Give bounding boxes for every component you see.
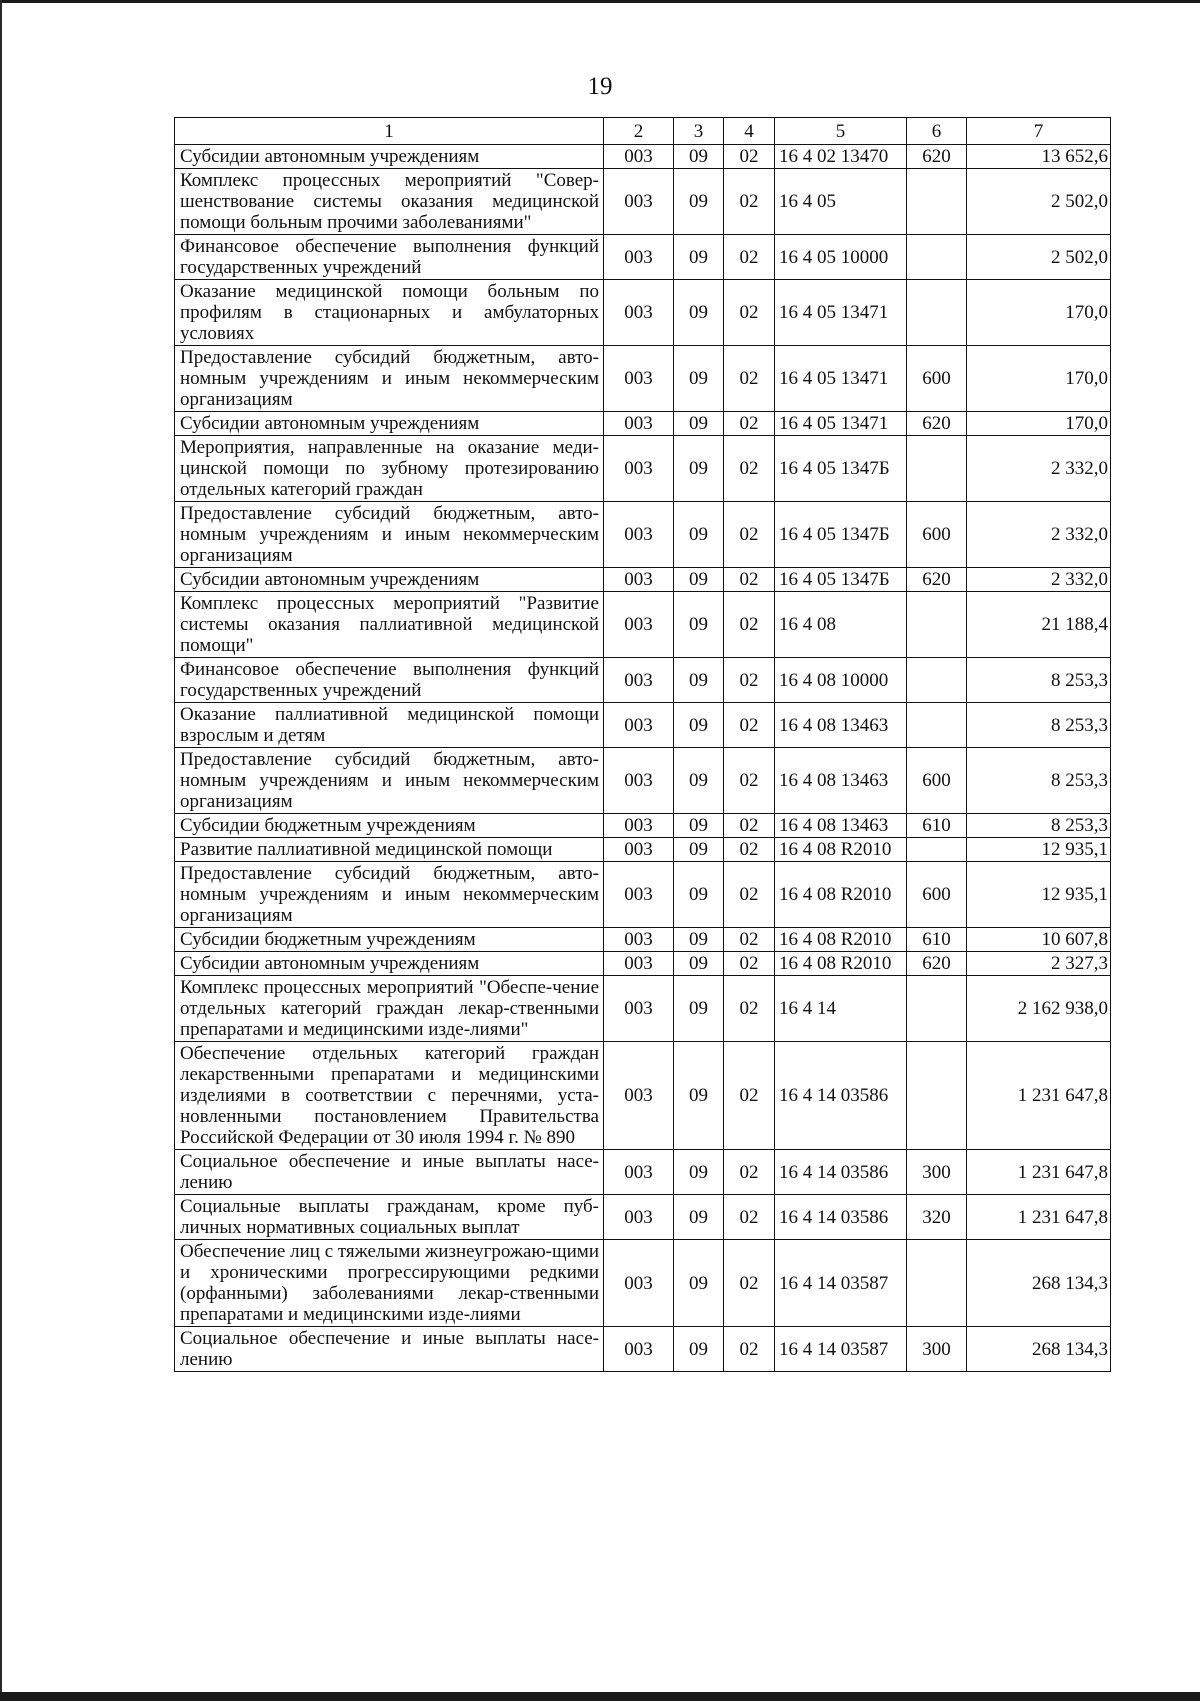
row-expense-type-cell <box>907 703 967 748</box>
row-section-cell: 09 <box>674 814 724 838</box>
row-amount-cell: 1 231 647,8 <box>967 1042 1111 1150</box>
row-amount-cell: 2 332,0 <box>967 502 1111 568</box>
row-admin-code-cell: 003 <box>604 1195 674 1240</box>
table-row <box>175 568 1111 592</box>
table-row <box>175 928 1111 952</box>
row-target-code-cell: 16 4 14 03587 <box>775 1327 907 1372</box>
table-row <box>175 862 1111 928</box>
scan-border-left <box>0 0 2 1701</box>
row-name-cell: Субсидии автономным учреждениям <box>175 145 604 169</box>
row-target-code-cell: 16 4 05 10000 <box>775 235 907 280</box>
row-admin-code-cell: 003 <box>604 436 674 502</box>
budget-table <box>174 117 1111 1372</box>
column-header: 7 <box>967 118 1111 145</box>
row-subsection-cell: 02 <box>724 145 775 169</box>
row-expense-type-cell <box>907 235 967 280</box>
row-expense-type-cell: 610 <box>907 814 967 838</box>
row-target-code-cell: 16 4 08 13463 <box>775 703 907 748</box>
row-subsection-cell: 02 <box>724 838 775 862</box>
row-subsection-cell: 02 <box>724 568 775 592</box>
row-expense-type-cell: 300 <box>907 1150 967 1195</box>
row-subsection-cell: 02 <box>724 814 775 838</box>
table-row <box>175 235 1111 280</box>
row-name-cell: Комплекс процессных мероприятий "Развитие системы оказания паллиативной медицинской помощи" <box>175 592 604 658</box>
table-row <box>175 1327 1111 1372</box>
row-section-cell: 09 <box>674 952 724 976</box>
table-row <box>175 502 1111 568</box>
table-row <box>175 658 1111 703</box>
row-name-cell: Предоставление субсидий бюджетным, авто-номным учреждениям и иным некоммерческим организациям <box>175 862 604 928</box>
table-row <box>175 346 1111 412</box>
row-amount-cell: 2 162 938,0 <box>967 976 1111 1042</box>
row-admin-code-cell: 003 <box>604 1327 674 1372</box>
page-number: 19 <box>587 73 613 100</box>
row-target-code-cell: 16 4 14 03587 <box>775 1240 907 1327</box>
row-amount-cell: 8 253,3 <box>967 748 1111 814</box>
row-subsection-cell: 02 <box>724 346 775 412</box>
row-expense-type-cell <box>907 1042 967 1150</box>
table-row <box>175 412 1111 436</box>
row-target-code-cell: 16 4 08 R2010 <box>775 862 907 928</box>
row-target-code-cell: 16 4 14 03586 <box>775 1195 907 1240</box>
row-name-cell: Оказание медицинской помощи больным по профилям в стационарных и амбулаторных условиях <box>175 280 604 346</box>
row-subsection-cell: 02 <box>724 1240 775 1327</box>
row-expense-type-cell: 600 <box>907 346 967 412</box>
row-subsection-cell: 02 <box>724 952 775 976</box>
row-section-cell: 09 <box>674 1042 724 1150</box>
row-admin-code-cell: 003 <box>604 976 674 1042</box>
row-section-cell: 09 <box>674 235 724 280</box>
row-subsection-cell: 02 <box>724 1042 775 1150</box>
row-section-cell: 09 <box>674 1150 724 1195</box>
row-name-cell: Оказание паллиативной медицинской помощи взрослым и детям <box>175 703 604 748</box>
row-target-code-cell: 16 4 14 03586 <box>775 1150 907 1195</box>
row-amount-cell: 2 327,3 <box>967 952 1111 976</box>
row-name-cell: Субсидии бюджетным учреждениям <box>175 928 604 952</box>
row-target-code-cell: 16 4 05 1347Б <box>775 568 907 592</box>
row-admin-code-cell: 003 <box>604 346 674 412</box>
row-section-cell: 09 <box>674 1195 724 1240</box>
row-target-code-cell: 16 4 05 13471 <box>775 346 907 412</box>
row-section-cell: 09 <box>674 1327 724 1372</box>
row-admin-code-cell: 003 <box>604 658 674 703</box>
row-target-code-cell: 16 4 05 <box>775 169 907 235</box>
row-target-code-cell: 16 4 08 10000 <box>775 658 907 703</box>
row-amount-cell: 8 253,3 <box>967 814 1111 838</box>
row-expense-type-cell: 620 <box>907 952 967 976</box>
row-admin-code-cell: 003 <box>604 814 674 838</box>
row-subsection-cell: 02 <box>724 1195 775 1240</box>
row-expense-type-cell: 320 <box>907 1195 967 1240</box>
table-row <box>175 748 1111 814</box>
row-section-cell: 09 <box>674 976 724 1042</box>
column-header: 4 <box>724 118 775 145</box>
row-admin-code-cell: 003 <box>604 145 674 169</box>
row-expense-type-cell <box>907 436 967 502</box>
scan-border-top <box>0 0 1200 3</box>
row-section-cell: 09 <box>674 436 724 502</box>
row-name-cell: Субсидии бюджетным учреждениям <box>175 814 604 838</box>
row-section-cell: 09 <box>674 346 724 412</box>
row-target-code-cell: 16 4 08 13463 <box>775 748 907 814</box>
row-admin-code-cell: 003 <box>604 748 674 814</box>
row-name-cell: Субсидии автономным учреждениям <box>175 412 604 436</box>
row-amount-cell: 8 253,3 <box>967 703 1111 748</box>
row-section-cell: 09 <box>674 748 724 814</box>
column-header: 6 <box>907 118 967 145</box>
column-header: 2 <box>604 118 674 145</box>
table-row <box>175 1195 1111 1240</box>
row-amount-cell: 10 607,8 <box>967 928 1111 952</box>
row-name-cell: Социальные выплаты гражданам, кроме пуб-личных нормативных социальных выплат <box>175 1195 604 1240</box>
table-row <box>175 1150 1111 1195</box>
row-subsection-cell: 02 <box>724 1150 775 1195</box>
row-expense-type-cell: 620 <box>907 145 967 169</box>
row-amount-cell: 2 502,0 <box>967 235 1111 280</box>
row-subsection-cell: 02 <box>724 862 775 928</box>
row-admin-code-cell: 003 <box>604 502 674 568</box>
table-row <box>175 976 1111 1042</box>
row-target-code-cell: 16 4 08 R2010 <box>775 838 907 862</box>
row-section-cell: 09 <box>674 838 724 862</box>
row-name-cell: Обеспечение отдельных категорий граждан лекарственными препаратами и медицинскими изделиями в соответствии с перечнями, уста-новленными постановлением Правительства Российской Федерации от 30 июля 1994 г. № 890 <box>175 1042 604 1150</box>
row-target-code-cell: 16 4 05 13471 <box>775 412 907 436</box>
table-row <box>175 436 1111 502</box>
row-section-cell: 09 <box>674 502 724 568</box>
row-amount-cell: 170,0 <box>967 280 1111 346</box>
row-expense-type-cell <box>907 658 967 703</box>
row-expense-type-cell: 600 <box>907 862 967 928</box>
column-header: 5 <box>775 118 907 145</box>
row-admin-code-cell: 003 <box>604 928 674 952</box>
table-row <box>175 952 1111 976</box>
scan-border-bottom <box>0 1692 1200 1701</box>
row-target-code-cell: 16 4 08 R2010 <box>775 952 907 976</box>
row-admin-code-cell: 003 <box>604 1150 674 1195</box>
row-section-cell: 09 <box>674 412 724 436</box>
row-amount-cell: 12 935,1 <box>967 862 1111 928</box>
table-row <box>175 1240 1111 1327</box>
row-subsection-cell: 02 <box>724 169 775 235</box>
row-expense-type-cell <box>907 592 967 658</box>
row-name-cell: Социальное обеспечение и иные выплаты насе-лению <box>175 1150 604 1195</box>
row-subsection-cell: 02 <box>724 592 775 658</box>
row-name-cell: Субсидии автономным учреждениям <box>175 568 604 592</box>
row-subsection-cell: 02 <box>724 436 775 502</box>
row-target-code-cell: 16 4 08 R2010 <box>775 928 907 952</box>
row-name-cell: Предоставление субсидий бюджетным, авто-номным учреждениям и иным некоммерческим организациям <box>175 748 604 814</box>
row-target-code-cell: 16 4 05 1347Б <box>775 502 907 568</box>
row-target-code-cell: 16 4 14 <box>775 976 907 1042</box>
row-section-cell: 09 <box>674 145 724 169</box>
table-row <box>175 145 1111 169</box>
row-amount-cell: 268 134,3 <box>967 1240 1111 1327</box>
row-admin-code-cell: 003 <box>604 235 674 280</box>
row-admin-code-cell: 003 <box>604 1042 674 1150</box>
row-amount-cell: 12 935,1 <box>967 838 1111 862</box>
row-expense-type-cell: 620 <box>907 412 967 436</box>
row-subsection-cell: 02 <box>724 976 775 1042</box>
row-expense-type-cell: 600 <box>907 748 967 814</box>
row-target-code-cell: 16 4 08 <box>775 592 907 658</box>
row-amount-cell: 1 231 647,8 <box>967 1150 1111 1195</box>
row-section-cell: 09 <box>674 1240 724 1327</box>
row-target-code-cell: 16 4 05 13471 <box>775 280 907 346</box>
row-section-cell: 09 <box>674 658 724 703</box>
table-row <box>175 814 1111 838</box>
row-admin-code-cell: 003 <box>604 412 674 436</box>
row-subsection-cell: 02 <box>724 235 775 280</box>
row-subsection-cell: 02 <box>724 928 775 952</box>
row-subsection-cell: 02 <box>724 412 775 436</box>
table-row <box>175 703 1111 748</box>
row-name-cell: Финансовое обеспечение выполнения функций государственных учреждений <box>175 235 604 280</box>
row-name-cell: Мероприятия, направленные на оказание меди-цинской помощи по зубному протезированию отдельных категорий граждан <box>175 436 604 502</box>
table-row <box>175 592 1111 658</box>
row-expense-type-cell: 610 <box>907 928 967 952</box>
table-row <box>175 280 1111 346</box>
row-expense-type-cell <box>907 169 967 235</box>
row-amount-cell: 170,0 <box>967 412 1111 436</box>
row-section-cell: 09 <box>674 703 724 748</box>
row-subsection-cell: 02 <box>724 703 775 748</box>
row-admin-code-cell: 003 <box>604 568 674 592</box>
row-subsection-cell: 02 <box>724 502 775 568</box>
table-header-row <box>175 118 1111 145</box>
row-name-cell: Комплекс процессных мероприятий "Совер-шенствование системы оказания медицинской помощи больным прочими заболеваниями" <box>175 169 604 235</box>
row-amount-cell: 8 253,3 <box>967 658 1111 703</box>
row-admin-code-cell: 003 <box>604 838 674 862</box>
row-expense-type-cell <box>907 280 967 346</box>
row-amount-cell: 21 188,4 <box>967 592 1111 658</box>
row-name-cell: Комплекс процессных мероприятий "Обеспе-чение отдельных категорий граждан лекар-ственными препаратами и медицинскими изде-лиями" <box>175 976 604 1042</box>
row-section-cell: 09 <box>674 280 724 346</box>
row-name-cell: Обеспечение лиц с тяжелыми жизнеугрожаю-щими и хроническими прогрессирующими редкими (орфанными) заболеваниями лекар-ственными препаратами и медицинскими изде-лиями <box>175 1240 604 1327</box>
row-subsection-cell: 02 <box>724 1327 775 1372</box>
row-section-cell: 09 <box>674 928 724 952</box>
row-amount-cell: 1 231 647,8 <box>967 1195 1111 1240</box>
row-expense-type-cell <box>907 976 967 1042</box>
row-admin-code-cell: 003 <box>604 280 674 346</box>
row-target-code-cell: 16 4 08 13463 <box>775 814 907 838</box>
row-name-cell: Предоставление субсидий бюджетным, авто-номным учреждениям и иным некоммерческим организациям <box>175 502 604 568</box>
row-expense-type-cell <box>907 1240 967 1327</box>
column-header: 3 <box>674 118 724 145</box>
row-amount-cell: 2 332,0 <box>967 568 1111 592</box>
row-expense-type-cell: 620 <box>907 568 967 592</box>
row-section-cell: 09 <box>674 862 724 928</box>
table-row <box>175 838 1111 862</box>
row-subsection-cell: 02 <box>724 748 775 814</box>
table-row <box>175 169 1111 235</box>
row-admin-code-cell: 003 <box>604 952 674 976</box>
row-name-cell: Финансовое обеспечение выполнения функций государственных учреждений <box>175 658 604 703</box>
row-amount-cell: 268 134,3 <box>967 1327 1111 1372</box>
row-amount-cell: 13 652,6 <box>967 145 1111 169</box>
row-name-cell: Социальное обеспечение и иные выплаты насе-лению <box>175 1327 604 1372</box>
row-admin-code-cell: 003 <box>604 592 674 658</box>
row-subsection-cell: 02 <box>724 280 775 346</box>
row-expense-type-cell <box>907 838 967 862</box>
row-admin-code-cell: 003 <box>604 703 674 748</box>
row-admin-code-cell: 003 <box>604 169 674 235</box>
row-section-cell: 09 <box>674 568 724 592</box>
row-amount-cell: 2 332,0 <box>967 436 1111 502</box>
row-name-cell: Предоставление субсидий бюджетным, авто-номным учреждениям и иным некоммерческим организациям <box>175 346 604 412</box>
row-admin-code-cell: 003 <box>604 1240 674 1327</box>
row-target-code-cell: 16 4 14 03586 <box>775 1042 907 1150</box>
column-header: 1 <box>175 118 604 145</box>
row-subsection-cell: 02 <box>724 658 775 703</box>
table-row <box>175 1042 1111 1150</box>
row-amount-cell: 2 502,0 <box>967 169 1111 235</box>
row-target-code-cell: 16 4 02 13470 <box>775 145 907 169</box>
row-target-code-cell: 16 4 05 1347Б <box>775 436 907 502</box>
row-section-cell: 09 <box>674 169 724 235</box>
row-section-cell: 09 <box>674 592 724 658</box>
row-name-cell: Субсидии автономным учреждениям <box>175 952 604 976</box>
row-expense-type-cell: 600 <box>907 502 967 568</box>
row-amount-cell: 170,0 <box>967 346 1111 412</box>
row-admin-code-cell: 003 <box>604 862 674 928</box>
row-expense-type-cell: 300 <box>907 1327 967 1372</box>
row-name-cell: Развитие паллиативной медицинской помощи <box>175 838 604 862</box>
